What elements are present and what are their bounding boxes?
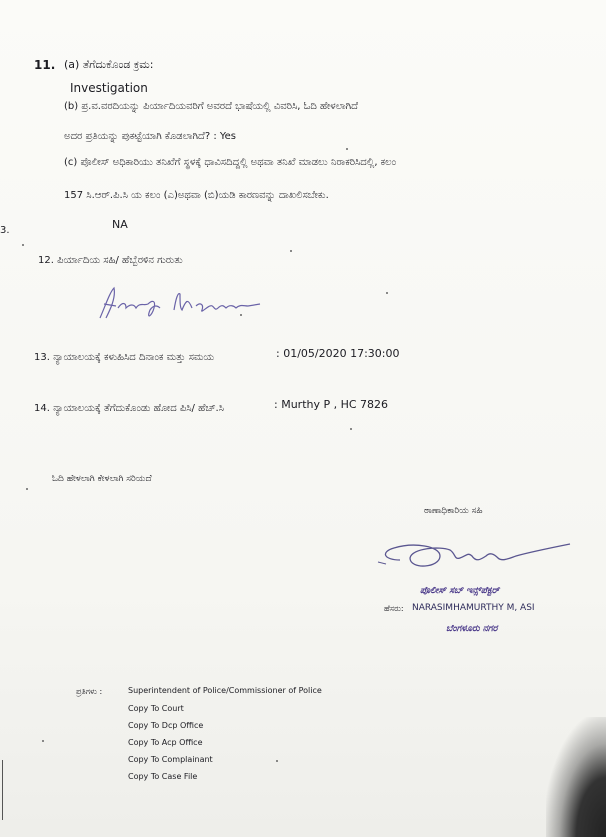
item-13-value: : 01/05/2020 17:30:00 [276,347,400,360]
speck [42,740,44,742]
page-corner-shadow [546,717,606,837]
item-11c-value: NA [112,218,128,231]
item-11c-line1: (c) ಪೊಲೀಸ್ ಅಧಿಕಾರಿಯು ತನಿಖೆಗೆ ಸ್ಥಳಕ್ಕೆ ಧಾವಿಸದಿದ್ದಲ್ಲಿ ಅಥವಾ ತನಿಖೆ ಮಾಡಲು ನಿರಾಕರಿಸಿದಲ್ಲಿ, ಕಲಂ [64,157,397,168]
copy-item: Copy To Complainant [128,755,213,764]
item-12-label: 12. ಪಿರ್ಯಾದಿಯ ಸಹಿ/ ಹೆಬ್ಬೆರಳಿನ ಗುರುತು [38,255,183,266]
item-14-label: 14. ನ್ಯಾಯಾಲಯಕ್ಕೆ ತೆಗೆದುಕೊಂಡು ಹೋದ ಪಿಸಿ/ ಹೆಚ್.ಸಿ [34,403,224,414]
copy-item: Copy To Dcp Office [128,721,204,730]
item-11b-line1: (b) ಪ್ರ.ವ.ವರದಿಯನ್ನು ಪಿರ್ಯಾದಿಯವರಿಗೆ ಅವರದೆ ಭಾಷೆಯಲ್ಲಿ ವಿವರಿಸಿ, ಓದಿ ಹೇಳಲಾಗಿದೆ [64,101,358,112]
read-over-statement: ಓದಿ ಹೇಳಲಾಗಿ ಕೇಳಲಾಗಿ ಸರಿಯದೆ [52,474,152,484]
copy-item: Superintendent of Police/Commissioner of Police [128,686,322,695]
copy-item: Copy To Acp Office [128,738,203,747]
speck [350,428,352,430]
speck [26,488,28,490]
speck [22,244,24,246]
officer-name-prefix: ಹೆಸರು: [384,604,404,613]
officer-sign-label: ಠಾಣಾಧಿಕಾರಿಯ ಸಹಿ [424,506,483,516]
item-14-value: : Murthy P , HC 7826 [274,398,389,411]
item-11-number: 11. [34,58,56,72]
speck [290,250,292,252]
speck [386,292,388,294]
speck [240,314,242,316]
item-11b-line2: ಅದರ ಪ್ರತಿಯನ್ನು ಪುಕಟ್ಟೆಯಾಗಿ ಕೊಡಲಾಗಿದೆ? : Yes [64,131,237,142]
item-11c-line2: 157 ಸಿ.ಆರ್.ಪಿ.ಸಿ ಯ ಕಲಂ (ಎ)ಅಥವಾ (ಬಿ)ಯಡಿ ಕಾರಣವನ್ನು ದಾಖಲಿಸಬೇಕು. [64,190,329,201]
item-13-label: 13. ನ್ಯಾಯಾಲಯಕ್ಕೆ ಕಳುಹಿಸಿದ ದಿನಾಂಕ ಮತ್ತು ಸಮಯ [34,352,215,363]
officer-signature [370,530,600,580]
copy-item: Copy To Court [128,704,184,713]
copies-label: ಪ್ರತಿಗಳು : [76,687,103,696]
officer-stamp-line2: ಬೆಂಗಳೂರು ನಗರ [446,624,498,634]
margin-mark: 3. [0,225,10,236]
copy-item: Copy To Case File [128,772,198,781]
speck [346,148,348,150]
item-11a-label: (a) ತೆಗೆದುಕೊಂಡ ಕ್ರಮ: [64,58,154,71]
complainant-signature [96,284,296,324]
speck [276,760,278,762]
officer-stamp-line1: ಪೊಲೀಸ್ ಸಬ್ ಇನ್ಸ್‌ಪೆಕ್ಟರ್ [420,586,500,596]
margin-line [2,760,3,820]
item-11a-value: Investigation [70,81,148,95]
officer-name: NARASIMHAMURTHY M, ASI [412,603,535,613]
